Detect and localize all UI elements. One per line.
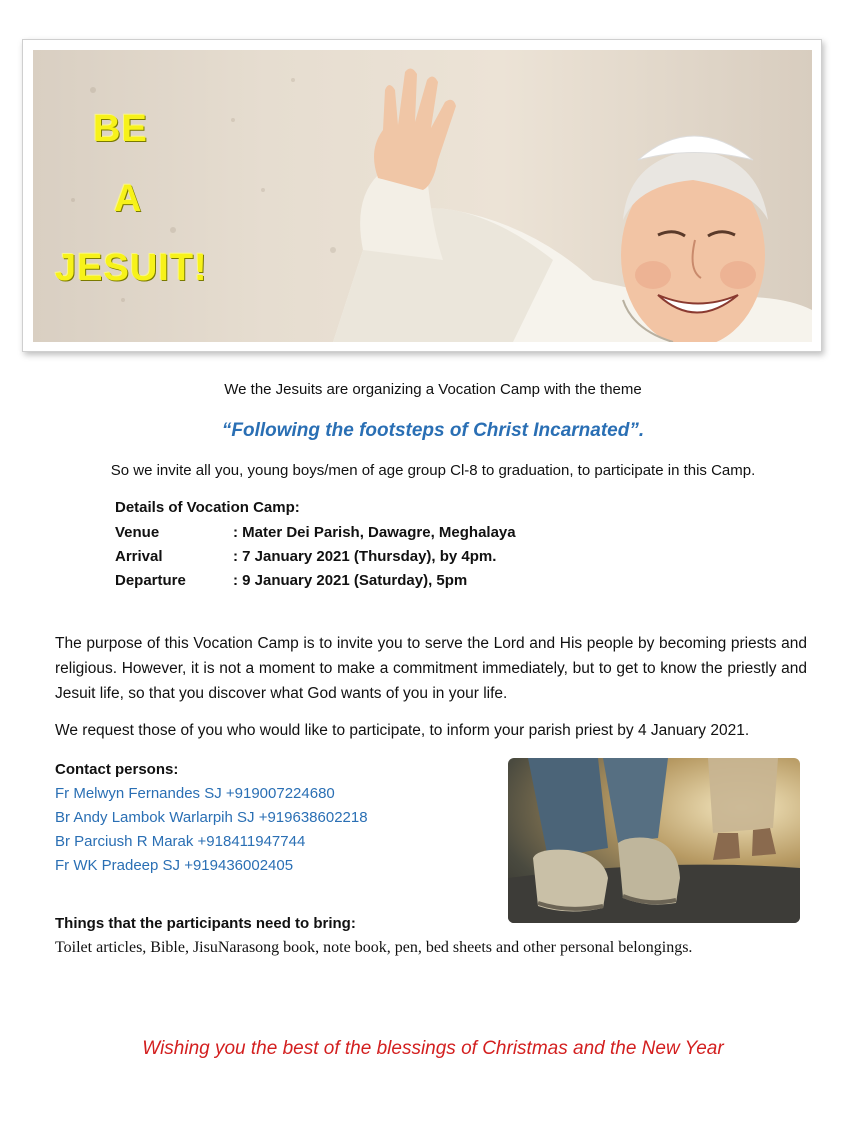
contact-person: Br Andy Lambok Warlarpih SJ +919638602218	[55, 809, 368, 826]
invitation-text: So we invite all you, young boys/men of age group Cl-8 to graduation, to participate in this Camp.	[110, 462, 756, 479]
pope-waving-illustration	[33, 50, 812, 342]
details-label: Departure	[115, 572, 186, 589]
details-value: : 7 January 2021 (Thursday), by 4pm.	[233, 548, 497, 565]
details-label: Arrival	[115, 548, 163, 565]
details-label: Venue	[115, 524, 160, 541]
purpose-paragraph: The purpose of this Vocation Camp is to invite you to serve the Lord and His people by becoming priests and religious. However, it is not a moment to make a commitment immediately, but to get to know the priestly and Jesuit life, so that you discover what God wants of you in your life.	[55, 635, 807, 702]
contact-person: Fr WK Pradeep SJ +919436002405	[55, 857, 294, 874]
banner-title-line-a: A	[114, 178, 143, 220]
contacts-heading: Contact persons:	[55, 761, 179, 778]
contact-list	[55, 758, 368, 878]
intro-text: We the Jesuits are organizing a Vocation Camp with the theme	[224, 381, 642, 398]
banner-image	[33, 50, 812, 342]
contact-person: Br Parciush R Marak +918411947744	[55, 833, 306, 850]
camp-theme: “Following the footsteps of Christ Incarnated”.	[221, 420, 645, 441]
details-heading: Details of Vocation Camp:	[115, 499, 300, 516]
banner-title-line-be: BE	[93, 108, 148, 150]
walking-feet-illustration	[508, 758, 800, 923]
things-list: Toilet articles, Bible, JisuNarasong book, note book, pen, bed sheets and other personal belongings.	[55, 939, 693, 956]
contact-person: Fr Melwyn Fernandes SJ +919007224680	[55, 785, 335, 802]
request-paragraph: We request those of you who would like to participate, to inform your parish priest by 4 January 2021.	[55, 722, 750, 739]
things-heading: Things that the participants need to bring:	[55, 915, 356, 932]
details-value: : 9 January 2021 (Saturday), 5pm	[233, 572, 468, 589]
details-value: : Mater Dei Parish, Dawagre, Meghalaya	[233, 524, 516, 541]
footsteps-photo	[508, 758, 800, 923]
season-greeting: Wishing you the best of the blessings of Christmas and the New Year	[142, 1038, 724, 1059]
banner-title-line-jesuit: JESUIT!	[55, 247, 208, 289]
